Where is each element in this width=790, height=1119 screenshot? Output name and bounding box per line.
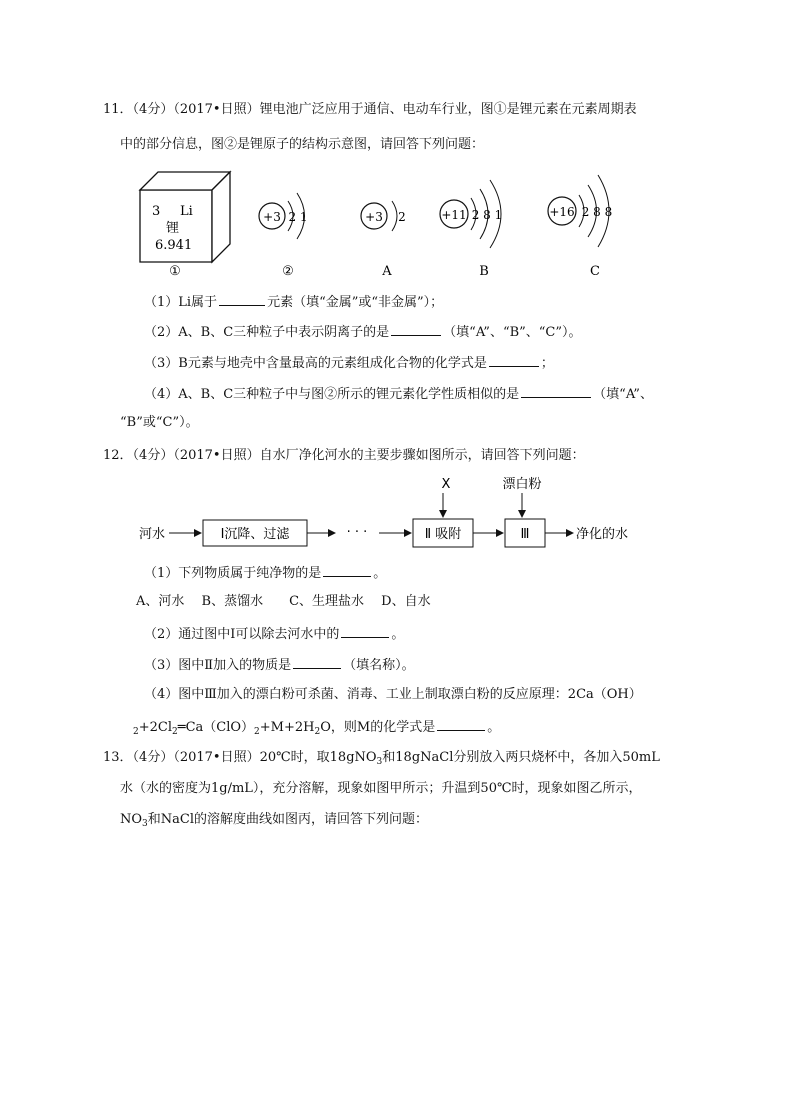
q12-sub2: （2）通过图中Ⅰ可以除去河水中的 。 bbox=[144, 624, 404, 644]
q11-figure bbox=[130, 165, 630, 281]
atom-C bbox=[548, 175, 612, 247]
flow-step2: Ⅱ 吸附 bbox=[424, 527, 462, 542]
q13-head: 13．（4分）（2017•日照）20℃时，取18gNO$_3$和18gNaCl分别放入两只烧杯中，各加入50mL bbox=[103, 750, 660, 767]
q12-options: A、河水 B、蒸馏水 C、生理盐水 D、自水 bbox=[136, 594, 431, 609]
q12-sub4-cont: $_2+2Cl_2═Ca(ClO)_2+M+2H_2O$，则M的化学式是 。 bbox=[133, 717, 500, 737]
q11-sub3: （3）B元素与地壳中含量最高的元素组成化合物的化学式是 ； bbox=[144, 353, 554, 373]
atom-B-shells: 2 8 1 bbox=[471, 208, 503, 222]
answer-blank[interactable] bbox=[489, 353, 539, 367]
answer-blank[interactable] bbox=[219, 292, 265, 306]
q11-head-cont: 中的部分信息，图②是锂原子的结构示意图，请回答下列问题： bbox=[120, 137, 485, 152]
answer-blank[interactable] bbox=[521, 384, 591, 398]
fig-label-A: A bbox=[382, 264, 392, 279]
atom-2-nucleus: +3 bbox=[263, 210, 281, 224]
fig-label-1: ① bbox=[169, 264, 181, 279]
q12-sub3: （3）图中Ⅱ加入的物质是 （填名称）。 bbox=[144, 655, 415, 675]
atom-B bbox=[440, 180, 502, 248]
flow-output: 净化的水 bbox=[576, 527, 629, 542]
flow-input-x: X bbox=[441, 477, 451, 492]
answer-blank[interactable] bbox=[437, 717, 485, 731]
atom-A-nucleus: +3 bbox=[365, 210, 383, 224]
answer-blank[interactable] bbox=[341, 624, 389, 638]
atom-2-shells: 2 1 bbox=[288, 210, 308, 224]
flow-step3: Ⅲ bbox=[520, 527, 530, 542]
q11-sub4: （4）A、B、C三种粒子中与图②所示的锂元素化学性质相似的是 （填“A”、 bbox=[144, 384, 653, 404]
atom-A bbox=[361, 201, 406, 231]
flow-dots: · · · bbox=[346, 525, 368, 540]
flow-input-bleach: 漂白粉 bbox=[502, 477, 542, 492]
atom-2 bbox=[259, 193, 308, 239]
answer-blank[interactable] bbox=[391, 322, 441, 336]
answer-blank[interactable] bbox=[323, 563, 371, 577]
cell-name: 锂 bbox=[166, 221, 180, 236]
q12-sub4: （4）图中Ⅲ加入的漂白粉可杀菌、消毒、工业上制取漂白粉的反应原理：2Ca（OH） bbox=[144, 687, 642, 702]
q11-head: 11．（4分）（2017•日照）锂电池广泛应用于通信、电动车行业，图①是锂元素在元素周期表 bbox=[103, 102, 637, 117]
q12-sub1: （1）下列物质属于纯净物的是 。 bbox=[144, 563, 386, 583]
fig-label-B: B bbox=[479, 264, 489, 279]
answer-blank[interactable] bbox=[293, 655, 341, 669]
atom-B-nucleus: +11 bbox=[441, 208, 467, 222]
fig-label-2: ② bbox=[282, 264, 294, 279]
atom-C-nucleus: +16 bbox=[549, 205, 575, 219]
q12-head: 12．（4分）（2017•日照）自水厂净化河水的主要步骤如图所示，请回答下列问题： bbox=[103, 448, 585, 463]
q11-sub4-cont: “B”或“C”）。 bbox=[120, 415, 199, 430]
atom-C-shells: 2 8 8 bbox=[581, 205, 613, 219]
periodic-cell bbox=[140, 172, 230, 262]
cell-symbol: Li bbox=[180, 204, 193, 219]
q12-flowchart bbox=[135, 470, 645, 552]
q13-line2: 水（水的密度为1g/mL），充分溶解，现象如图甲所示；升温到50℃时，现象如图乙所示， bbox=[120, 781, 642, 796]
cell-mass: 6.941 bbox=[155, 238, 193, 253]
flow-river: 河水 bbox=[139, 527, 166, 542]
q13-line3: $NO_3$和NaCl的溶解度曲线如图丙，请回答下列问题： bbox=[120, 812, 429, 829]
atom-A-shells: 2 bbox=[398, 210, 406, 224]
q11-sub1: （1）Li属于 元素（填“金属”或“非金属”）； bbox=[144, 292, 443, 312]
cell-number: 3 bbox=[152, 204, 161, 219]
fig-label-C: C bbox=[590, 264, 600, 279]
flow-step1: Ⅰ沉降、过滤 bbox=[220, 527, 290, 542]
q11-sub2: （2）A、B、C三种粒子中表示阴离子的是 （填“A”、“B”、“C”）。 bbox=[144, 322, 582, 342]
